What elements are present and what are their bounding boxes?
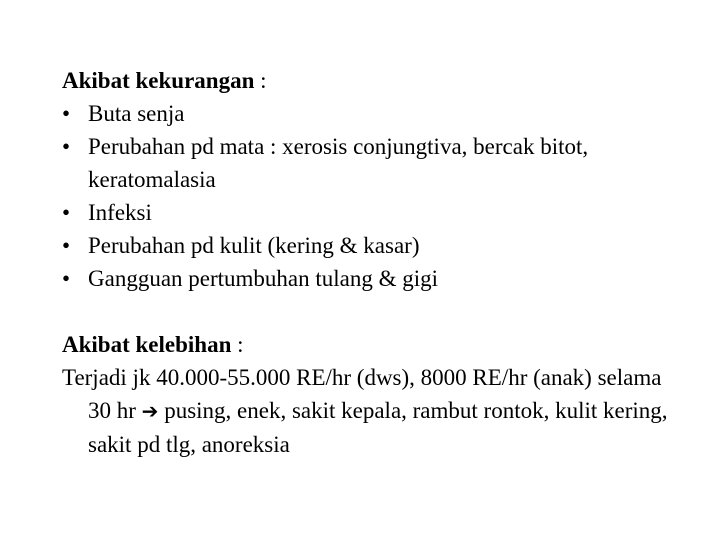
excess-heading-bold: Akibat kelebihan — [62, 332, 232, 357]
deficiency-heading-bold: Akibat kekurangan — [62, 68, 255, 93]
excess-paragraph — [62, 361, 682, 461]
list-item — [62, 229, 682, 262]
arrow-right-icon: ➔ — [141, 399, 159, 423]
bullet-icon: • — [62, 134, 71, 159]
deficiency-heading-suffix: : — [254, 68, 267, 93]
list-item-text: Perubahan pd kulit (kering & kasar) — [88, 233, 420, 258]
bullet-icon: • — [62, 200, 71, 225]
list-item — [62, 130, 682, 196]
excess-heading-suffix: : — [231, 332, 244, 357]
bullet-icon: • — [62, 101, 71, 126]
slide-content — [62, 64, 682, 461]
list-item — [62, 262, 682, 295]
list-item-text: Buta senja — [88, 101, 185, 126]
deficiency-list — [62, 97, 682, 295]
bullet-icon: • — [62, 266, 71, 291]
list-item — [62, 196, 682, 229]
excess-text-before-arrow: Terjadi jk 40.000-55.000 RE/hr (dws), 8000 RE/hr (anak) selama 30 hr — [62, 365, 662, 423]
excess-heading — [62, 328, 682, 361]
list-item-text: Gangguan pertumbuhan tulang & gigi — [88, 266, 439, 291]
bullet-icon: • — [62, 233, 71, 258]
section-spacer — [62, 295, 682, 328]
list-item-text: Infeksi — [88, 200, 152, 225]
excess-text-after-arrow: pusing, enek, sakit kepala, rambut rontok, kulit kering, sakit pd tlg, anoreksia — [88, 398, 668, 457]
list-item-text: Perubahan pd mata : xerosis conjungtiva, bercak bitot, keratomalasia — [88, 134, 589, 192]
deficiency-heading — [62, 64, 682, 97]
list-item — [62, 97, 682, 130]
